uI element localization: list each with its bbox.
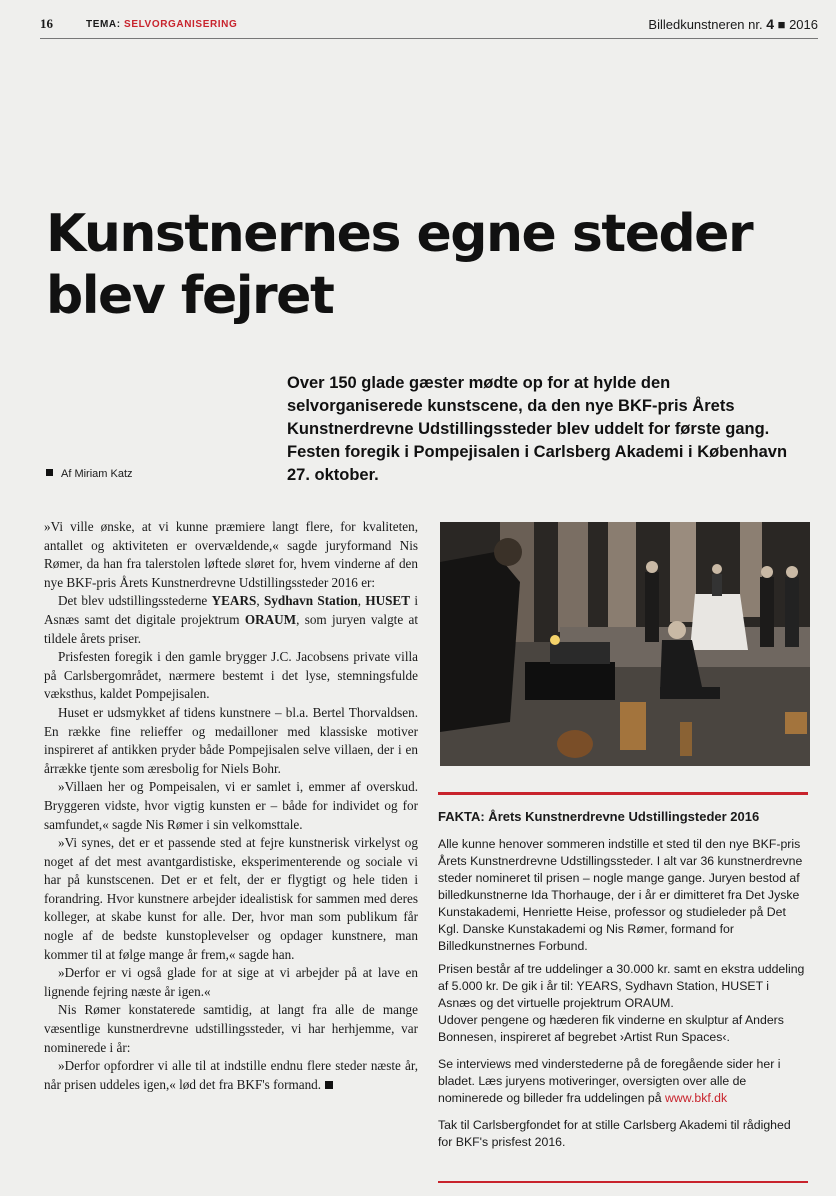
- fakta-paragraph-2: [438, 961, 808, 1012]
- fakta-bottom-rule: [438, 1181, 808, 1183]
- page-header: [40, 14, 818, 39]
- winner-huset: HUSET: [365, 593, 411, 609]
- end-mark-icon: [325, 1081, 333, 1089]
- article-body: [44, 518, 418, 1094]
- article-title: Kunstnernes egne steder blev fejret: [46, 204, 753, 326]
- event-photo: [440, 522, 810, 766]
- paragraph-2: [44, 592, 418, 648]
- text-run: Det blev udstillingsstederne: [58, 593, 212, 609]
- byline: [46, 468, 133, 480]
- text-run: Prisen består af tre uddelinger a 30.000 kr. samt en ekstra uddeling af 5.000 kr. De gik i år til: YEARS, Sydhavn Station, HUSET i Asnæs og det virtuelle projektrum ORAUM.: [438, 962, 805, 1010]
- event-photo-image: [440, 522, 810, 766]
- fakta-title: FAKTA: Årets Kunstnerdrevne Udstillingsteder 2016: [438, 809, 760, 824]
- fakta-box: [438, 792, 808, 1161]
- magazine-prefix: Billedkunstneren nr.: [648, 17, 767, 32]
- text-run: Se interviews med vinderstederne på de foregående sider her i bladet. Læs juryens motiveringer, oversigten over alle de nominerede og billeder fra uddelingen på: [438, 1057, 781, 1105]
- section-label: [86, 19, 237, 30]
- text-run: ,: [357, 593, 366, 609]
- winner-sydhavn: Sydhavn Station: [263, 593, 358, 609]
- fakta-paragraph-5: Tak til Carlsbergfondet for at stille Carlsberg Akademi til rådighed for BKF's prisfest 2016.: [438, 1118, 791, 1149]
- paragraph-9: [44, 1057, 418, 1094]
- paragraph-4: Huset er udsmykket af tidens kunstnere – bl.a. Bertel Thorvaldsen. En række fine relieffer og medailloner med klassiske motiver inspireret af antikken pryder både Pompejisalen selve villaen, der i en årrække tjente som æresbolig for Niels Bohr.: [44, 704, 418, 776]
- author: Af Miriam Katz: [61, 468, 133, 480]
- issue-year: 2016: [789, 17, 818, 32]
- text-run: ,: [256, 593, 264, 609]
- paragraph-8: Nis Rømer konstaterede samtidig, at langt fra alle de mange væsentlige kunstnerdrevne udstillingssteder, vi har herhjemme, var nominerede i år:: [44, 1002, 418, 1055]
- tema-label: TEMA:: [86, 19, 125, 30]
- winner-oraum: ORAUM: [244, 611, 297, 627]
- paragraph-7: »Derfor er vi også glade for at sige at vi arbejder på at lave en lignende fejring næste år igen.«: [44, 965, 418, 999]
- issue-separator: ■: [774, 17, 790, 32]
- fakta-paragraph-3: Udover pengene og hæderen fik vinderne en skulptur af Anders Bonnesen, inspireret af begrebet ›Artist Run Spaces‹.: [438, 1013, 784, 1044]
- paragraph-3: Prisfesten foregik i den gamle brygger J.C. Jacobsens private villa på Carlsbergområdet, nærmere bestemt i det lyse, stemningsfulde væksthus, kaldet Pompejisalen.: [44, 649, 418, 702]
- tema-topic: SELVORGANISERING: [124, 19, 238, 30]
- winner-years: YEARS: [211, 593, 257, 609]
- page-number: 16: [40, 16, 53, 31]
- fakta-paragraph-4: [438, 1056, 808, 1107]
- article-lead: Over 150 glade gæster mødte op for at hylde den selvorganiserede kunstscene, da den nye BKF-pris Årets Kunstnerdrevne Udstillingssteder blev uddelt for første gang. Festen foregik i Pompejisalen i Carlsberg Akademi i København 27. oktober.: [287, 374, 788, 484]
- paragraph-6: »Vi synes, det er et passende sted at fejre kunstnerisk virkelyst og noget af det mest avantgardistiske, eksperimenterende og sociale vi har på kunstscenen. Det er et felt, der er flygtigt og hele tiden i forandring. Hvor kunstnere arbejder idealistisk for sammen med deres kolleger, at skabe kunst for alle. Der, hvor man som publikum får nogle af de bedste kunstoplevelser og opdager kunstnere, man kommer til at følge mange år frem,« sagde han.: [44, 835, 418, 962]
- paragraph-5: »Villaen her og Pompeisalen, vi er samlet i, emmer af overskud. Bryggeren vidste, hvor vigtig kunsten er – både for individet og for samfundet,« sagde Nis Rømer i sin velkomsttale.: [44, 779, 418, 832]
- fakta-paragraph-1: Alle kunne henover sommeren indstille et sted til den nye BKF-pris Årets Kunstnerdrevne Udstillingssteder. I alt var 36 kunstnerdrevne steder nomineret til prisen – nogle mange gange. Juryen bestod af billedkunstnerne Ida Thorhauge, der i år er dimitteret fra Det Jyske Kunstakademi, Henriette Heise, professor og studieleder på Det Kgl. Danske Kunstakademi og Nis Rømer, formand for Billedkunstnernes Forbund.: [438, 837, 803, 953]
- magazine-issue: [648, 16, 818, 32]
- bullet-square-icon: [46, 469, 53, 476]
- text-run: i Asnæs samt det digitale projektrum: [44, 593, 419, 627]
- issue-number: 4: [766, 16, 774, 32]
- text-run: , som juryen valgte at tildele årets priser.: [44, 611, 418, 646]
- paragraph-1: »Vi ville ønske, at vi kunne præmiere langt flere, for kvaliteten, antallet og aktiviteten er overvældende,« sagde juryformand Nis Rømer, da han fra talerstolen løftede sløret for, hvem vinderne af den nye BKF-pris Årets Kunstnerdrevne Udstillingssteder 2016 er:: [44, 519, 418, 590]
- bkf-link[interactable]: www.bkf.dk: [664, 1091, 728, 1105]
- text-run: »Derfor opfordrer vi alle til at indstille endnu flere steder næste år, når prisen uddeles igen,« lød det fra BKF's formand.: [44, 1058, 418, 1092]
